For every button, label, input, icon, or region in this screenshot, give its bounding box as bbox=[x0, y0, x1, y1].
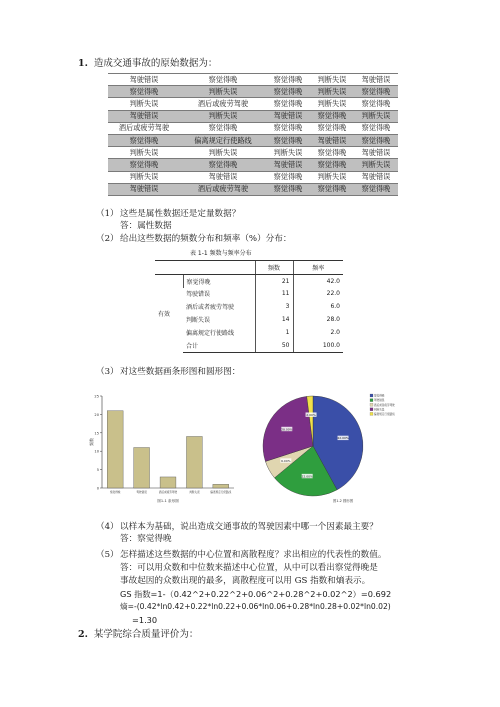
question-2 bbox=[96, 233, 291, 245]
raw-data-row bbox=[108, 171, 398, 183]
raw-data-cell: 察觉得晚 bbox=[310, 159, 354, 171]
question-4 bbox=[96, 521, 378, 533]
pie-legend-swatch bbox=[370, 394, 373, 397]
section-1-heading bbox=[78, 58, 217, 70]
frequency-row-label: 合计 bbox=[183, 339, 255, 352]
bar-y-tick-label: 10 bbox=[94, 449, 99, 454]
question-5-answer-line-2: 事故起因的众数出现的最多，离散程度可以用 GS 指数和熵表示。 bbox=[120, 576, 371, 586]
raw-data-row bbox=[108, 74, 398, 86]
raw-data-table bbox=[108, 73, 398, 196]
raw-data-cell: 驾驶错误 bbox=[310, 134, 354, 146]
raw-data-row bbox=[108, 134, 398, 146]
pie-legend-swatch bbox=[370, 403, 373, 406]
entropy-value: =1.30 bbox=[132, 615, 158, 625]
question-5-answer-line-1: 答：可以用众数和中位数来描述中心位置，从中可以看出察觉得晚是 bbox=[120, 563, 378, 573]
bar-y-axis-label: 频数 bbox=[89, 438, 94, 446]
bar-y-tick-label: 20 bbox=[94, 412, 99, 417]
raw-data-cell: 察觉得晚 bbox=[266, 74, 310, 86]
pie-legend-swatch bbox=[370, 412, 373, 415]
question-1-number: （1） bbox=[96, 209, 119, 219]
frequency-row-percent: 28.0 bbox=[293, 313, 343, 326]
frequency-row-count: 11 bbox=[255, 288, 293, 301]
raw-data-cell: 驾驶错误 bbox=[354, 147, 398, 159]
raw-data-cell: 判断失误 bbox=[180, 110, 266, 122]
raw-data-row bbox=[108, 122, 398, 134]
section-1-number: 1. bbox=[78, 58, 88, 69]
raw-data-cell: 判断失误 bbox=[108, 98, 180, 110]
bar-category-label: 察觉得晚 bbox=[110, 491, 121, 494]
pie-slice-label: 6.00% bbox=[281, 458, 291, 463]
raw-data-cell: 驾驶错误 bbox=[266, 110, 310, 122]
raw-data-cell: 判断失误 bbox=[354, 110, 398, 122]
raw-data-cell: 察觉得晚 bbox=[354, 98, 398, 110]
frequency-row-percent: 6.0 bbox=[293, 300, 343, 313]
bar-y-tick-label: 15 bbox=[94, 431, 99, 436]
frequency-row bbox=[155, 300, 343, 313]
pie-legend-swatch bbox=[370, 399, 373, 402]
pie-slice-label: 42.00% bbox=[337, 436, 349, 441]
raw-data-row bbox=[108, 147, 398, 159]
raw-data-cell: 察觉得晚 bbox=[310, 122, 354, 134]
raw-data-cell: 察觉得晚 bbox=[310, 147, 354, 159]
raw-data-cell: 判断失误 bbox=[310, 74, 354, 86]
frequency-row-label: 判断失误 bbox=[186, 317, 211, 325]
raw-data-cell: 察觉得晚 bbox=[180, 74, 266, 86]
question-4-number: （4） bbox=[96, 522, 119, 532]
raw-data-row bbox=[108, 159, 398, 171]
bar-chart bbox=[88, 388, 240, 506]
frequency-row-label: 偏离规定行使路线 bbox=[186, 329, 235, 337]
raw-data-cell: 驾驶错误 bbox=[108, 110, 180, 122]
pie-chart-panel bbox=[252, 390, 402, 506]
raw-data-cell: 察觉得晚 bbox=[108, 86, 180, 98]
raw-data-cell: 驾驶错误 bbox=[354, 74, 398, 86]
question-2-text: 给出这些数据的频数分布和频率（%）分布： bbox=[120, 234, 292, 244]
pie-legend-label: 判断失误 bbox=[374, 408, 385, 412]
raw-data-cell: 判断失误 bbox=[180, 86, 266, 98]
gs-index-formula: GS 指数=1-（0.42^2+0.22^2+0.06^2+0.28^2+0.02^2）=0.692 bbox=[120, 589, 392, 599]
raw-data-cell: 偏离规定行使路线 bbox=[180, 134, 266, 146]
header-count: 频数 bbox=[255, 261, 293, 275]
raw-data-cell: 驾驶错误 bbox=[108, 74, 180, 86]
bar-category-label: 酒后或疲劳驾驶 bbox=[158, 491, 178, 494]
raw-data-row bbox=[108, 110, 398, 122]
question-1-text: 这些是属性数据还是定量数据？ bbox=[120, 209, 241, 219]
pie-chart-caption: 图1-2 圆形图 bbox=[332, 499, 354, 503]
frequency-row-label: 察觉得晚 bbox=[183, 274, 255, 287]
frequency-table-header bbox=[155, 261, 343, 275]
pie-legend-label: 偏离规定行使路线 bbox=[374, 413, 395, 416]
bar-y-tick-label: 0 bbox=[96, 486, 99, 491]
frequency-row-count: 21 bbox=[255, 274, 293, 287]
question-4-answer: 答：察觉得晚 bbox=[120, 534, 172, 544]
frequency-row bbox=[155, 339, 343, 352]
section-2-title: 某学院综合质量评价为： bbox=[93, 629, 199, 640]
frequency-table bbox=[155, 260, 343, 353]
raw-data-cell: 察觉得晚 bbox=[266, 122, 310, 134]
question-5 bbox=[96, 549, 386, 561]
pie-slice-label: 28.00% bbox=[281, 427, 293, 432]
raw-data-cell: 察觉得晚 bbox=[266, 98, 310, 110]
frequency-row bbox=[155, 326, 343, 339]
frequency-row-count: 3 bbox=[255, 300, 293, 313]
frequency-row-percent: 22.0 bbox=[293, 288, 343, 301]
raw-data-cell: 察觉得晚 bbox=[266, 183, 310, 195]
frequency-row bbox=[155, 313, 343, 326]
frequency-row-percent: 100.0 bbox=[293, 339, 343, 352]
raw-data-cell: 察觉得晚 bbox=[354, 86, 398, 98]
frequency-row-percent: 42.0 bbox=[293, 274, 343, 287]
section-2-heading bbox=[78, 629, 198, 641]
raw-data-cell: 判断失误 bbox=[108, 171, 180, 183]
bar-y-tick-label: 25 bbox=[94, 394, 99, 399]
header-percent: 频率 bbox=[293, 261, 343, 275]
raw-data-cell: 察觉得晚 bbox=[108, 134, 180, 146]
pie-legend-label: 驾驶错误 bbox=[374, 399, 385, 403]
question-3-number: （3） bbox=[96, 367, 119, 377]
raw-data-cell: 判断失误 bbox=[310, 171, 354, 183]
frequency-row-count: 14 bbox=[255, 313, 293, 326]
pie-slice-label: 2.00% bbox=[306, 412, 316, 417]
raw-data-cell: 察觉得晚 bbox=[180, 159, 266, 171]
pie-legend-label: 察觉得晚 bbox=[374, 394, 385, 398]
raw-data-cell: 察觉得晚 bbox=[310, 110, 354, 122]
section-2-number: 2. bbox=[78, 629, 88, 640]
frequency-row-label: 驾驶错误 bbox=[186, 291, 211, 299]
raw-data-cell: 驾驶错误 bbox=[266, 159, 310, 171]
section-1-title: 造成交通事故的原始数据为： bbox=[93, 58, 218, 69]
raw-data-cell: 察觉得晚 bbox=[354, 134, 398, 146]
raw-data-cell: 判断失误 bbox=[180, 147, 266, 159]
raw-data-cell: 察觉得晚 bbox=[310, 183, 354, 195]
raw-data-cell: 判断失误 bbox=[354, 159, 398, 171]
pie-legend-swatch bbox=[370, 408, 373, 411]
question-1-answer: 答：属性数据 bbox=[120, 221, 172, 231]
bar bbox=[134, 448, 150, 488]
frequency-row-label: 酒后或者疲劳驾驶 bbox=[186, 304, 235, 312]
pie-slice-label: 22.00% bbox=[301, 474, 313, 479]
bar bbox=[186, 436, 202, 488]
pie-legend-label: 酒后或者疲劳驾驶 bbox=[374, 403, 395, 407]
raw-data-cell: 驾驶错误 bbox=[180, 171, 266, 183]
question-5-number: （5） bbox=[96, 550, 119, 560]
bar-y-tick-label: 5 bbox=[96, 468, 99, 473]
raw-data-cell: 察觉得晚 bbox=[180, 122, 266, 134]
raw-data-row bbox=[108, 183, 398, 195]
raw-data-cell: 察觉得晚 bbox=[108, 159, 180, 171]
raw-data-cell: 察觉得晚 bbox=[266, 171, 310, 183]
raw-data-cell: 察觉得晚 bbox=[354, 183, 398, 195]
pie-chart bbox=[252, 390, 402, 506]
frequency-row bbox=[155, 288, 343, 301]
frequency-table-title: 表 1-1 频数与频率分布 bbox=[190, 250, 252, 257]
bar-category-label: 偏离规定行使路线 bbox=[210, 491, 232, 494]
bar-category-label: 判断失误 bbox=[189, 491, 200, 494]
raw-data-cell: 察觉得晚 bbox=[266, 86, 310, 98]
raw-data-cell: 驾驶错误 bbox=[108, 183, 180, 195]
raw-data-cell: 驾驶错误 bbox=[354, 171, 398, 183]
question-4-text: 以样本为基础，说出造成交通事故的驾驶因素中哪一个因素最主要？ bbox=[120, 522, 378, 532]
frequency-row bbox=[155, 274, 343, 287]
frequency-row-count: 1 bbox=[255, 326, 293, 339]
question-5-text: 怎样描述这些数据的中心位置和离散程度？求出相应的代表性的数值。 bbox=[120, 550, 387, 560]
frequency-row-count: 50 bbox=[255, 339, 293, 352]
raw-data-cell: 判断失误 bbox=[310, 98, 354, 110]
question-1 bbox=[96, 208, 240, 220]
raw-data-cell: 酒后或疲劳驾驶 bbox=[180, 183, 266, 195]
raw-data-cell: 判断失误 bbox=[108, 147, 180, 159]
question-2-number: （2） bbox=[96, 234, 119, 244]
bar-category-label: 驾驶错误 bbox=[136, 491, 147, 494]
bar bbox=[160, 477, 176, 488]
bar-chart-caption: 图1-1 条形图 bbox=[157, 499, 179, 503]
raw-data-cell: 察觉得晚 bbox=[354, 122, 398, 134]
raw-data-cell: 判断失误 bbox=[266, 147, 310, 159]
question-3 bbox=[96, 366, 240, 378]
question-3-text: 对这些数据画条形图和圆形图： bbox=[120, 367, 241, 377]
raw-data-cell: 察觉得晚 bbox=[266, 134, 310, 146]
group-label: 有效 bbox=[158, 310, 171, 318]
bar bbox=[107, 411, 123, 488]
raw-data-cell: 酒后或疲劳驾驶 bbox=[180, 98, 266, 110]
frequency-row-percent: 2.0 bbox=[293, 326, 343, 339]
raw-data-row bbox=[108, 86, 398, 98]
raw-data-row bbox=[108, 98, 398, 110]
raw-data-cell: 酒后或疲劳驾驶 bbox=[108, 122, 180, 134]
entropy-formula: 熵=-(0.42*ln0.42+0.22*ln0.22+0.06*ln0.06+0.28*ln0.28+0.02*ln0.02) bbox=[120, 602, 391, 611]
bar-chart-panel bbox=[88, 388, 240, 506]
bar bbox=[213, 484, 229, 488]
raw-data-cell: 判断失误 bbox=[310, 86, 354, 98]
